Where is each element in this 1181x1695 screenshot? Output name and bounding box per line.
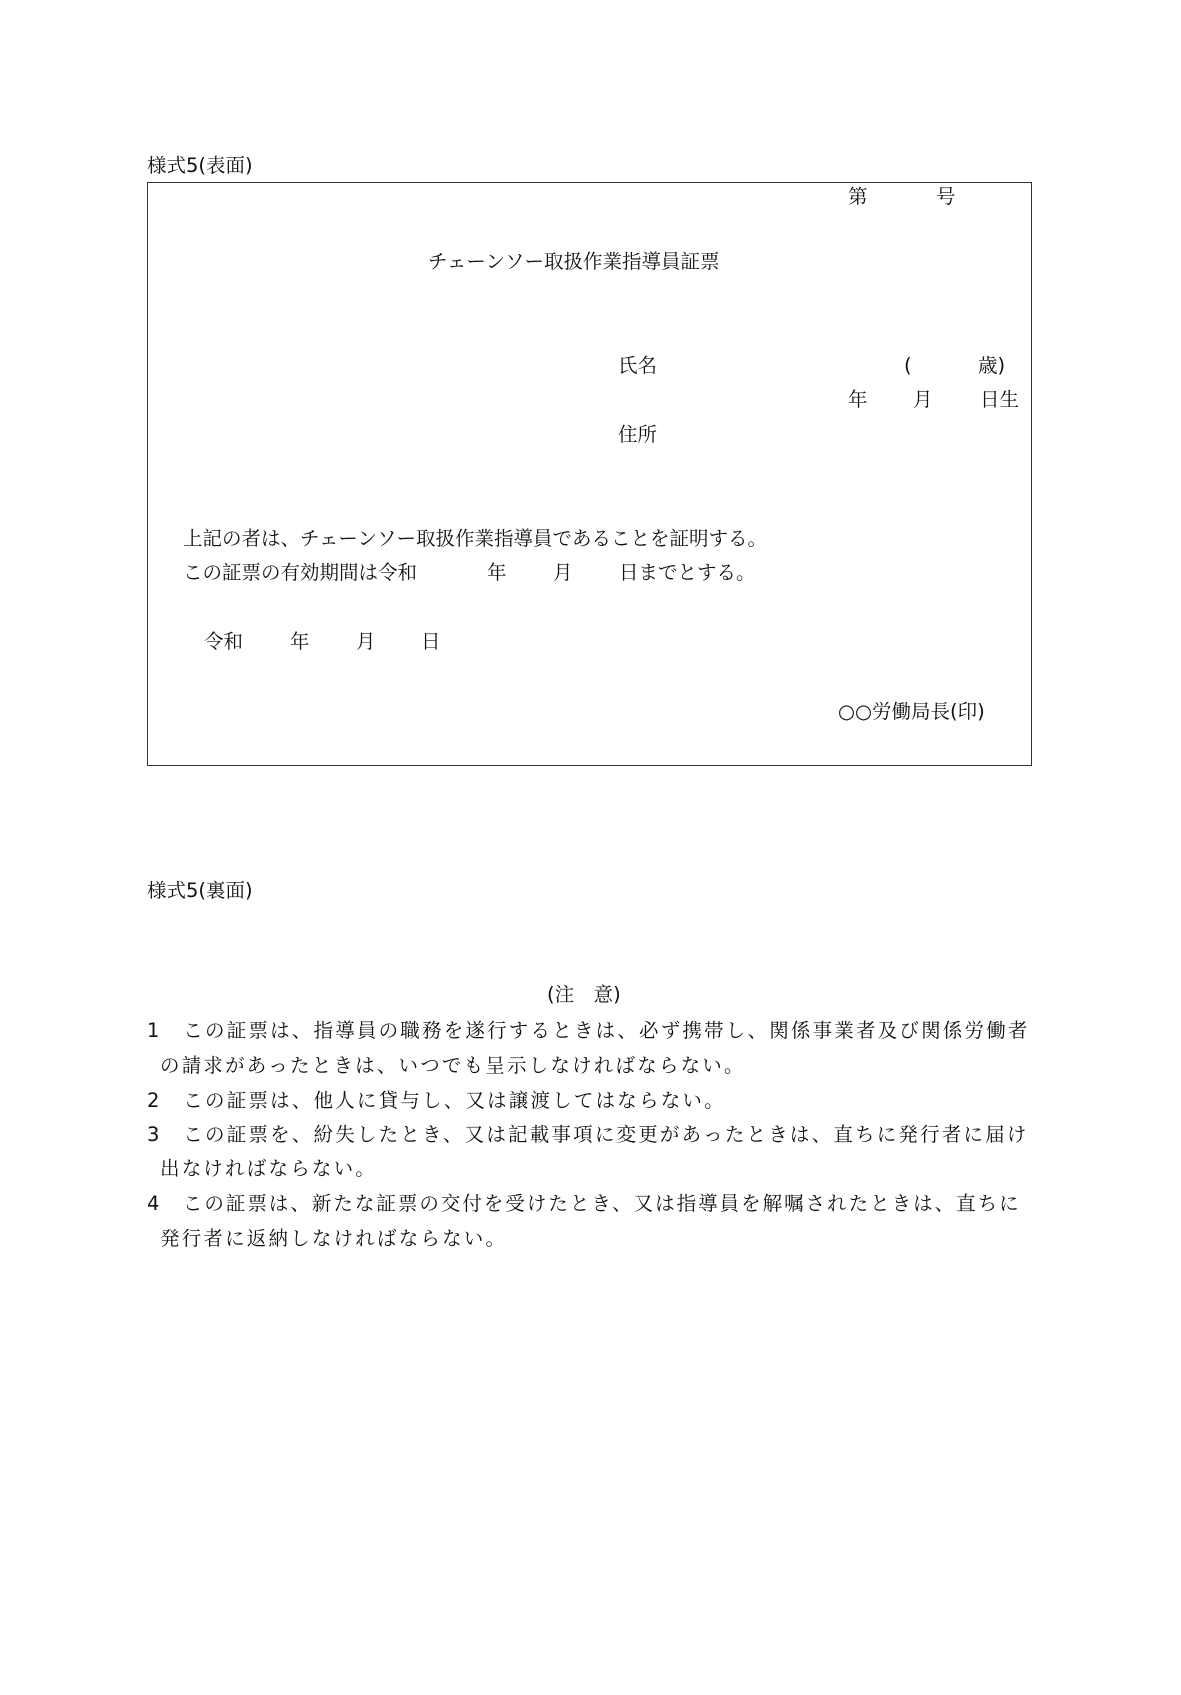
certificate-title: チェーンソー取扱作業指導員証票: [428, 250, 720, 273]
notes-title: (注 意): [547, 983, 621, 1006]
number-suffix: 号: [936, 185, 956, 208]
birth-day: 日生: [980, 388, 1020, 411]
statement-line-2-tail: 日までとする。: [619, 561, 756, 584]
note-3-line-2: 出なければならない。: [160, 1157, 378, 1180]
issue-month: 月: [356, 630, 376, 653]
back-form-label: 様式5(裏面): [147, 879, 253, 902]
note-4-line-1: 4 この証票は、新たな証票の交付を受けたとき、又は指導員を解嘱されたときは、直ちに: [147, 1192, 1021, 1215]
age-close: 歳): [978, 354, 1006, 377]
number-prefix: 第: [848, 185, 868, 208]
statement-line-1: 上記の者は、チェーンソー取扱作業指導員であることを証明する。: [183, 527, 768, 550]
statement-line-2-month: 月: [553, 561, 573, 584]
front-form-label: 様式5(表面): [147, 154, 253, 177]
birth-year: 年: [848, 388, 868, 411]
note-1-line-1: 1 この証票は、指導員の職務を遂行するときは、必ず携帯し、関係事業者及び関係労働者: [147, 1019, 1030, 1042]
statement-line-2-lead: この証票の有効期間は令和: [183, 561, 418, 584]
note-2: 2 この証票は、他人に貸与し、又は譲渡してはならない。: [147, 1089, 726, 1112]
issue-year: 年: [290, 630, 310, 653]
issuer-signature: ○○労働局長(印): [838, 700, 985, 723]
note-1-line-2: の請求があったときは、いつでも呈示しなければならない。: [160, 1054, 746, 1077]
address-label: 住所: [618, 423, 658, 446]
issue-era: 令和: [204, 630, 244, 653]
note-3-line-1: 3 この証票を、紛失したとき、又は記載事項に変更があったときは、直ちに発行者に届け: [147, 1123, 1029, 1146]
age-open: (: [904, 354, 912, 377]
statement-line-2-year: 年: [487, 561, 507, 584]
birth-month: 月: [913, 388, 933, 411]
name-label: 氏名: [618, 354, 658, 377]
issue-day: 日: [421, 630, 441, 653]
note-4-line-2: 発行者に返納しなければならない。: [160, 1227, 508, 1250]
